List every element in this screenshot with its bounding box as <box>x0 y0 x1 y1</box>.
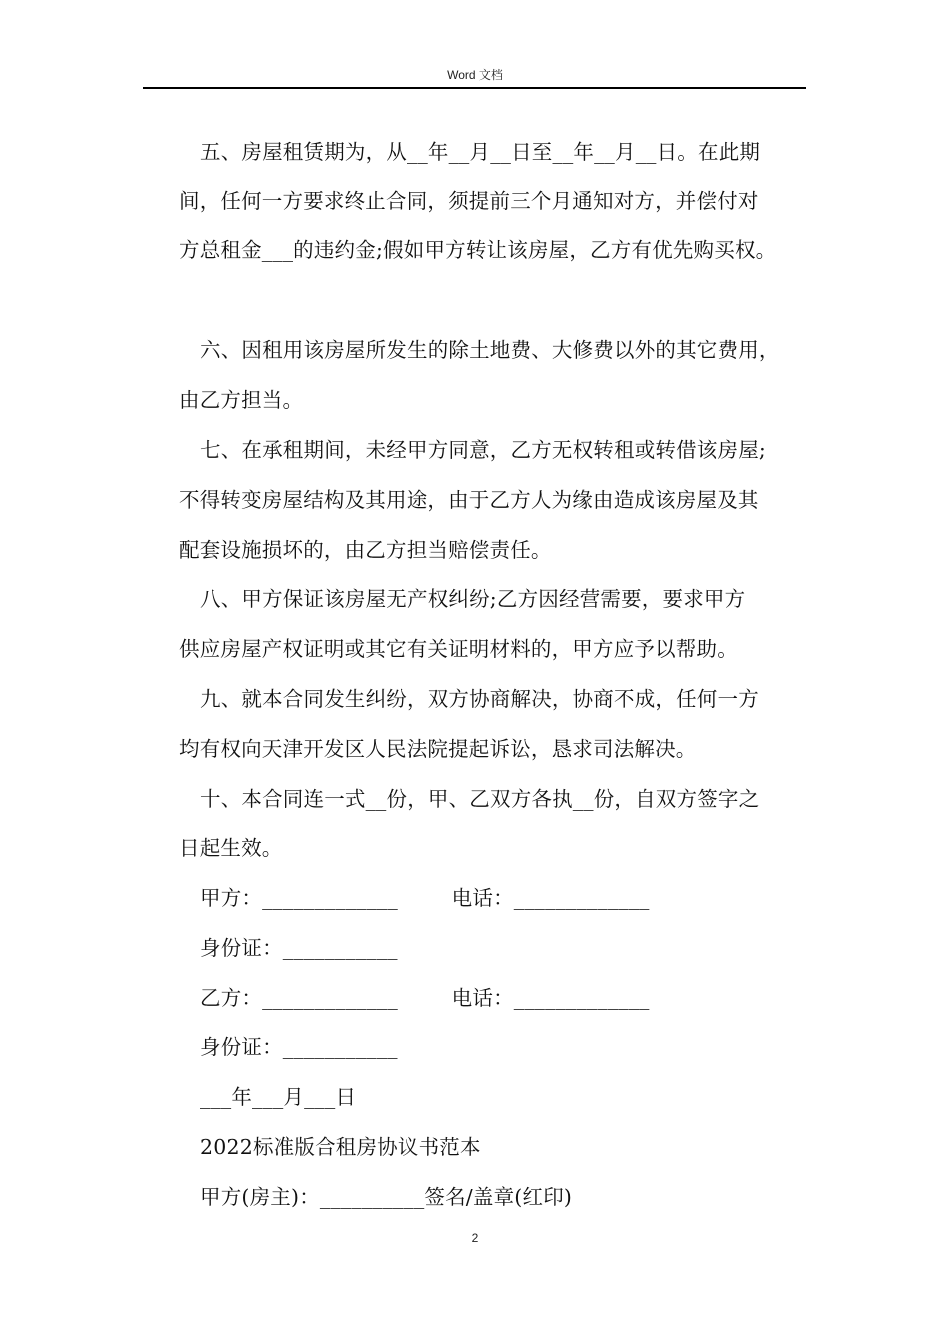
date-line: ___年___月___日 <box>200 1085 357 1109</box>
clause-6-line-1: 六、因租用该房屋所发生的除土地费、大修费以外的其它费用， <box>200 338 780 362</box>
clause-6-line-2: 由乙方担当。 <box>179 388 304 412</box>
clause-5-line-2: 间，任何一方要求终止合同，须提前三个月通知对方，并偿付对 <box>179 189 759 213</box>
landlord-signature-line: 甲方(房主)：__________签名/盖章(红印) <box>200 1185 573 1209</box>
party-b-id-line: 身份证：___________ <box>200 1035 398 1059</box>
clause-9-line-1: 九、就本合同发生纠纷，双方协商解决，协商不成，任何一方 <box>200 687 759 711</box>
clause-8-line-2: 供应房屋产权证明或其它有关证明材料的，甲方应予以帮助。 <box>179 637 738 661</box>
header-divider <box>143 87 806 89</box>
clause-7-line-3: 配套设施损坏的，由乙方担当赔偿责任。 <box>179 538 552 562</box>
clause-9-line-2: 均有权向天津开发区人民法院提起诉讼，恳求司法解决。 <box>179 737 697 761</box>
page-number: 2 <box>471 1231 479 1245</box>
clause-7-line-1: 七、在承租期间，未经甲方同意，乙方无权转租或转借该房屋; <box>200 438 767 462</box>
clause-7-line-2: 不得转变房屋结构及其用途，由于乙方人为缘由造成该房屋及其 <box>179 488 759 512</box>
document-title-line: 2022标准版合租房协议书范本 <box>200 1135 481 1159</box>
clause-8-line-1: 八、甲方保证该房屋无产权纠纷;乙方因经营需要，要求甲方 <box>200 587 746 611</box>
party-a-signature-line: 甲方：_____________ 电话：_____________ <box>200 886 650 910</box>
clause-10-line-2: 日起生效。 <box>179 836 283 860</box>
clause-10-line-1: 十、本合同连一式__份，甲、乙双方各执__份，自双方签字之 <box>200 787 760 811</box>
page-header: Word 文档 <box>447 68 503 82</box>
clause-5-line-3: 方总租金___的违约金;假如甲方转让该房屋，乙方有优先购买权。 <box>179 238 777 262</box>
party-b-signature-line: 乙方：_____________ 电话：_____________ <box>200 986 650 1010</box>
clause-5-line-1: 五、房屋租赁期为，从__年__月__日至__年__月__日。在此期 <box>200 140 761 164</box>
party-a-id-line: 身份证：___________ <box>200 936 398 960</box>
